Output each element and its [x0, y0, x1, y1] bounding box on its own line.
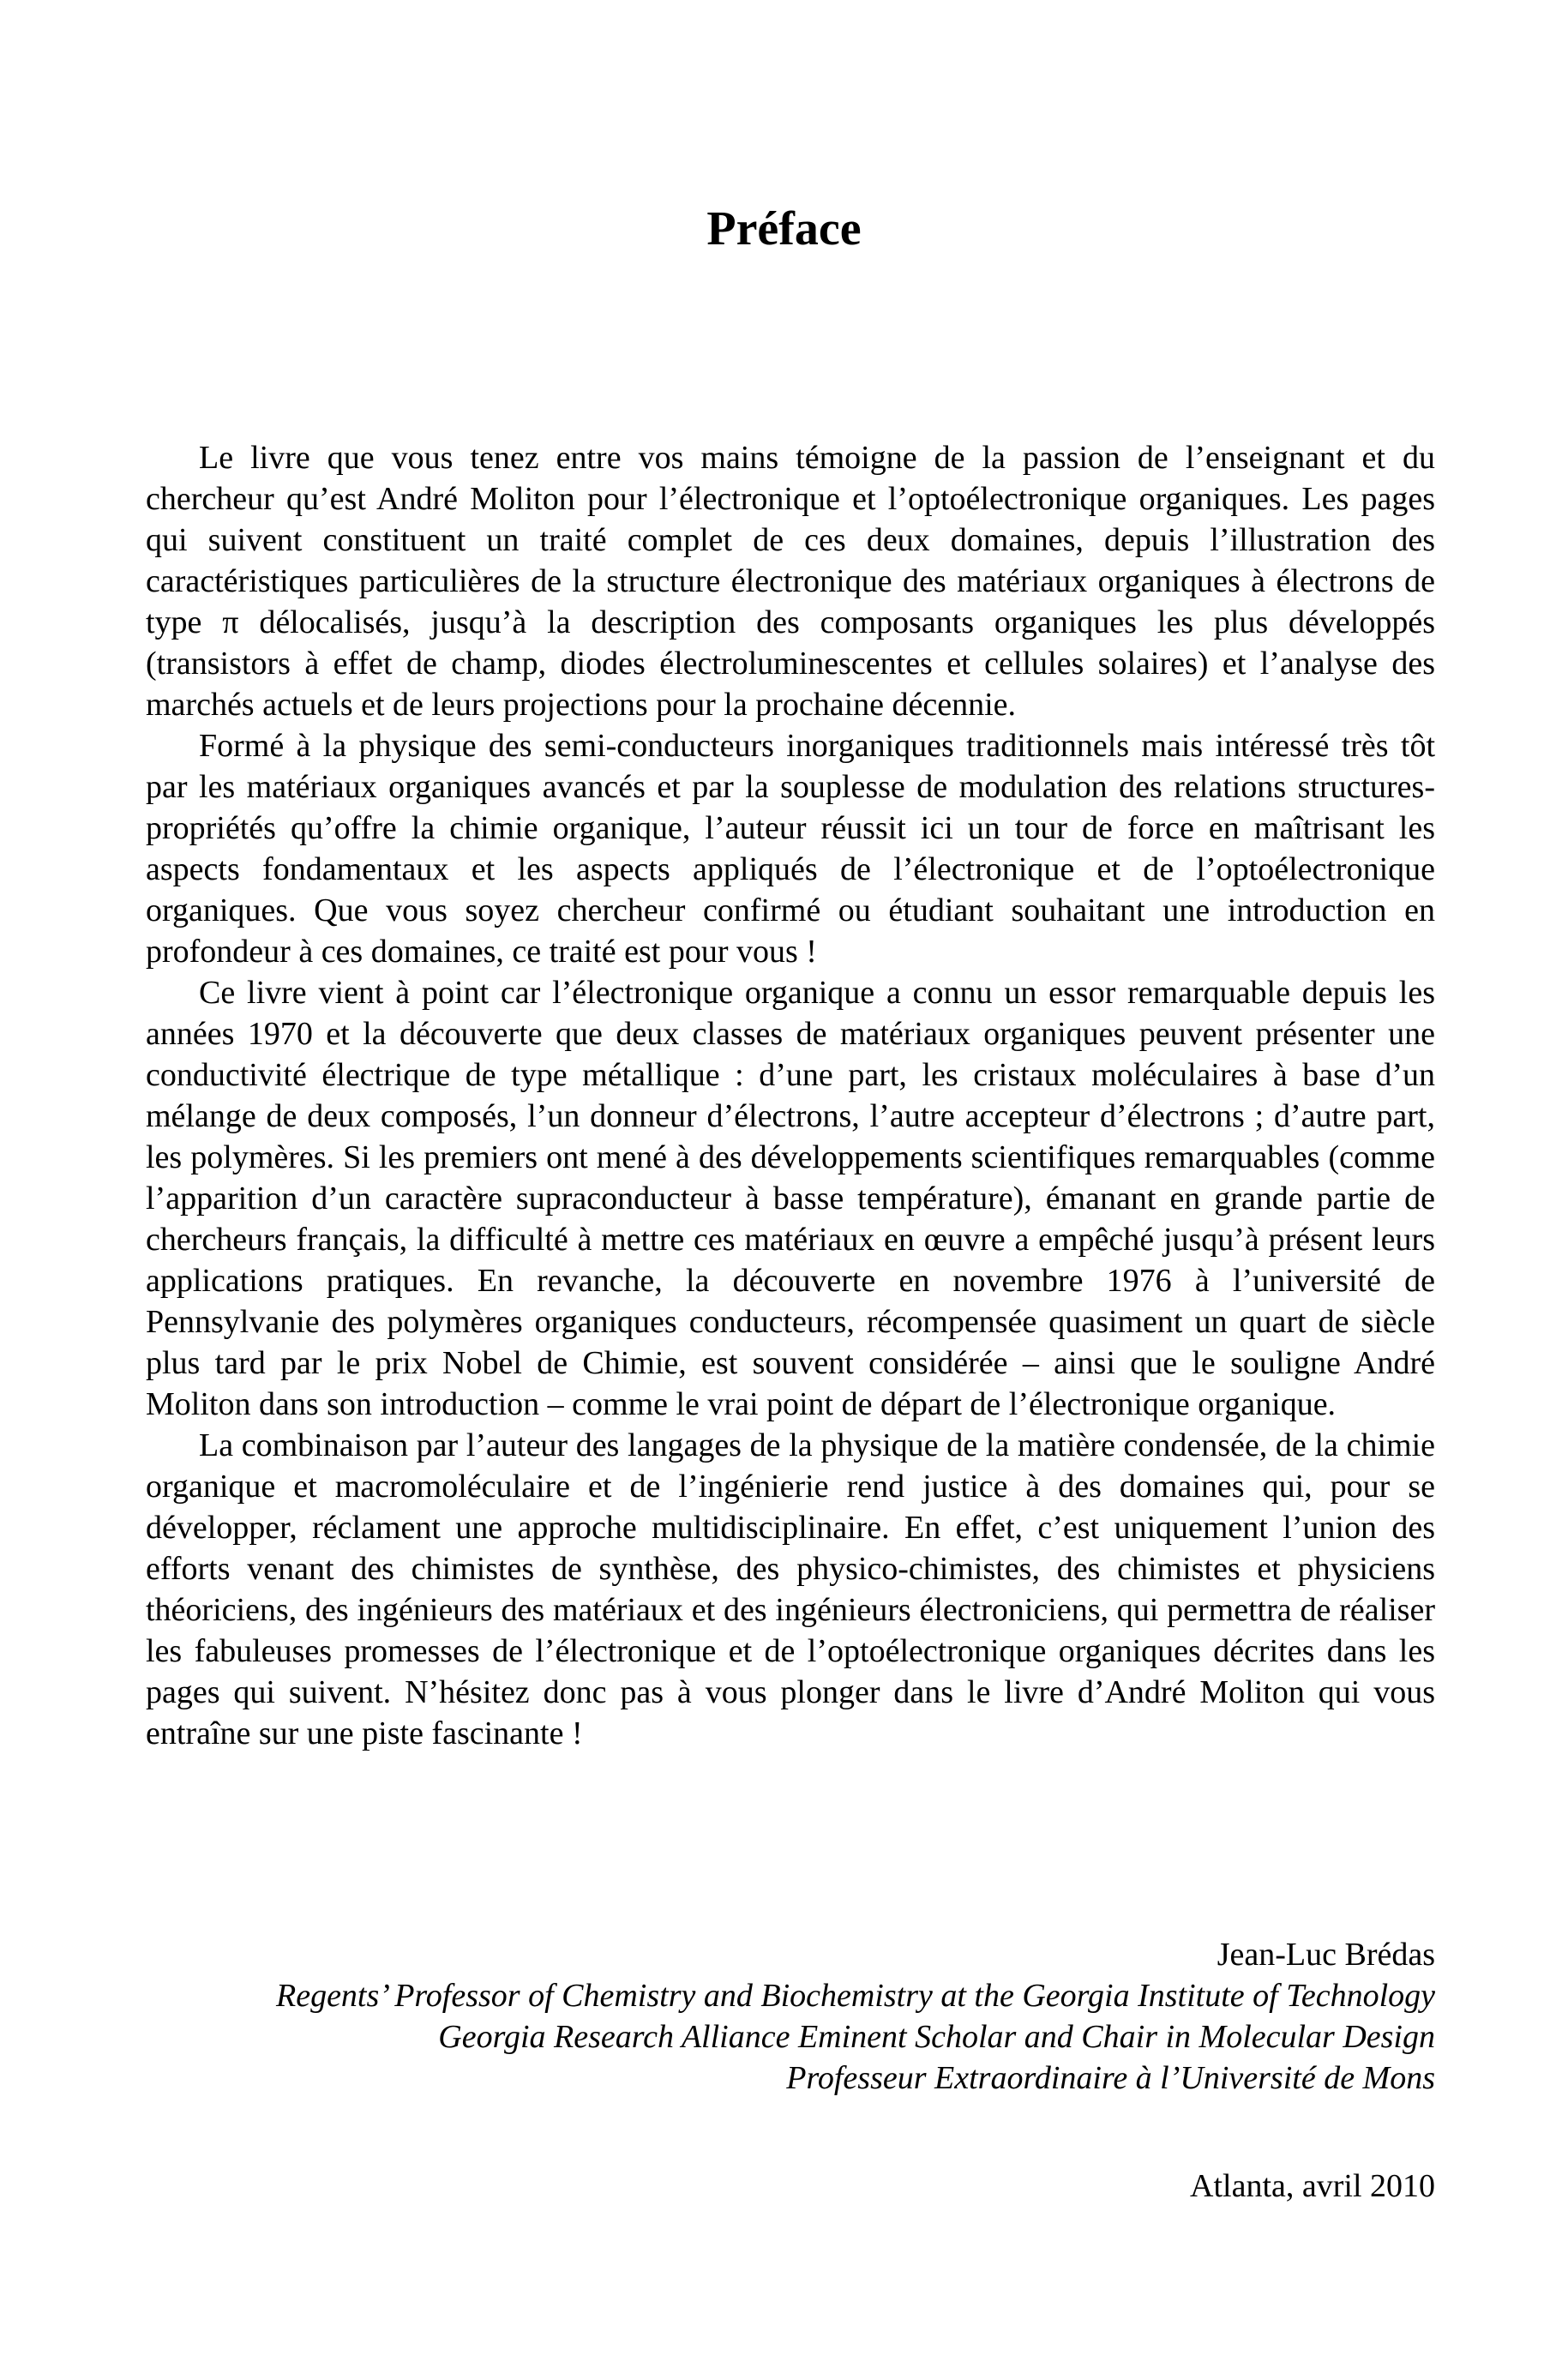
author-affiliation-2: Georgia Research Alliance Eminent Scholar and Chair in Molecular Design — [438, 2019, 1435, 2055]
paragraph-3: Ce livre vient à point car l’électronique organique a connu un essor remarquable depuis les années 1970 et la découverte que deux classes de matériaux organiques peuvent présenter une conductivité électrique de type métallique : d’une part, les cristaux moléculaires à base d’un mélange de deux composés, l’un donneur d’électrons, l’autre accepteur d’électrons ; d’autre part, les polymères. Si les premiers ont mené à des développements scientifiques remarquables (comme l’apparition d’un caractère supraconducteur à basse température), émanant en grande partie de chercheurs français, la difficulté à mettre ces matériaux en œuvre a empêché jusqu’à présent leurs applications pratiques. En revanche, la découverte en novembre 1976 à l’université de Pennsylvanie des polymères organiques conducteurs, récompensée quasiment un quart de siècle plus tard par le prix Nobel de Chimie, est souvent considérée – ainsi que le souligne André Moliton dans son introduction – comme le vrai point de départ de l’électronique organique. — [146, 975, 1435, 1422]
place-date: Atlanta, avril 2010 — [1190, 2168, 1435, 2204]
author-name: Jean-Luc Brédas — [1217, 1937, 1435, 1973]
paragraph-1: Le livre que vous tenez entre vos mains témoigne de la passion de l’enseignant et du chercheur qu’est André Moliton pour l’électronique et l’optoélectronique organiques. Les pages qui suivent constituent un traité complet de ces deux domaines, depuis l’illustration des caractéristiques particulières de la structure électronique des matériaux organiques à électrons de type π délocalisés, jusqu’à la description des composants organiques les plus développés (transistors à effet de champ, diodes électroluminescentes et cellules solaires) et l’analyse des marchés actuels et de leurs projections pour la prochaine décennie. — [146, 440, 1435, 723]
paragraph-4: La combinaison par l’auteur des langages de la physique de la matière condensée, de la chimie organique et macromoléculaire et de l’ingénierie rend justice à des domaines qui, pour se développer, réclament une approche multidisciplinaire. En effet, c’est uniquement l’union des efforts venant des chimistes de synthèse, des physico-chimistes, des chimistes et physiciens théoriciens, des ingénieurs des matériaux et des ingénieurs électroniciens, qui permettra de réaliser les fabuleuses promesses de l’électronique et de l’optoélectronique organiques décrites dans les pages qui suivent. N’hésitez donc pas à vous plonger dans le livre d’André Moliton qui vous entraîne sur une piste fascinante ! — [146, 1427, 1435, 1751]
author-affiliation-3: Professeur Extraordinaire à l’Université de Mons — [786, 2060, 1435, 2096]
author-affiliation-1: Regents’ Professor of Chemistry and Biochemistry at the Georgia Institute of Technology — [275, 1978, 1435, 2014]
page-title: Préface — [706, 202, 862, 255]
signature-block — [146, 1934, 1435, 2099]
preface-body — [146, 437, 1435, 1754]
paragraph-2: Formé à la physique des semi-conducteurs inorganiques traditionnels mais intéressé très tôt par les matériaux organiques avancés et par la souplesse de modulation des relations structures-propriétés qu’offre la chimie organique, l’auteur réussit ici un tour de force en maîtrisant les aspects fondamentaux et les aspects appliqués de l’électronique et de l’optoélectronique organiques. Que vous soyez chercheur confirmé ou étudiant souhaitant une introduction en profondeur à ces domaines, ce traité est pour vous ! — [146, 728, 1435, 970]
